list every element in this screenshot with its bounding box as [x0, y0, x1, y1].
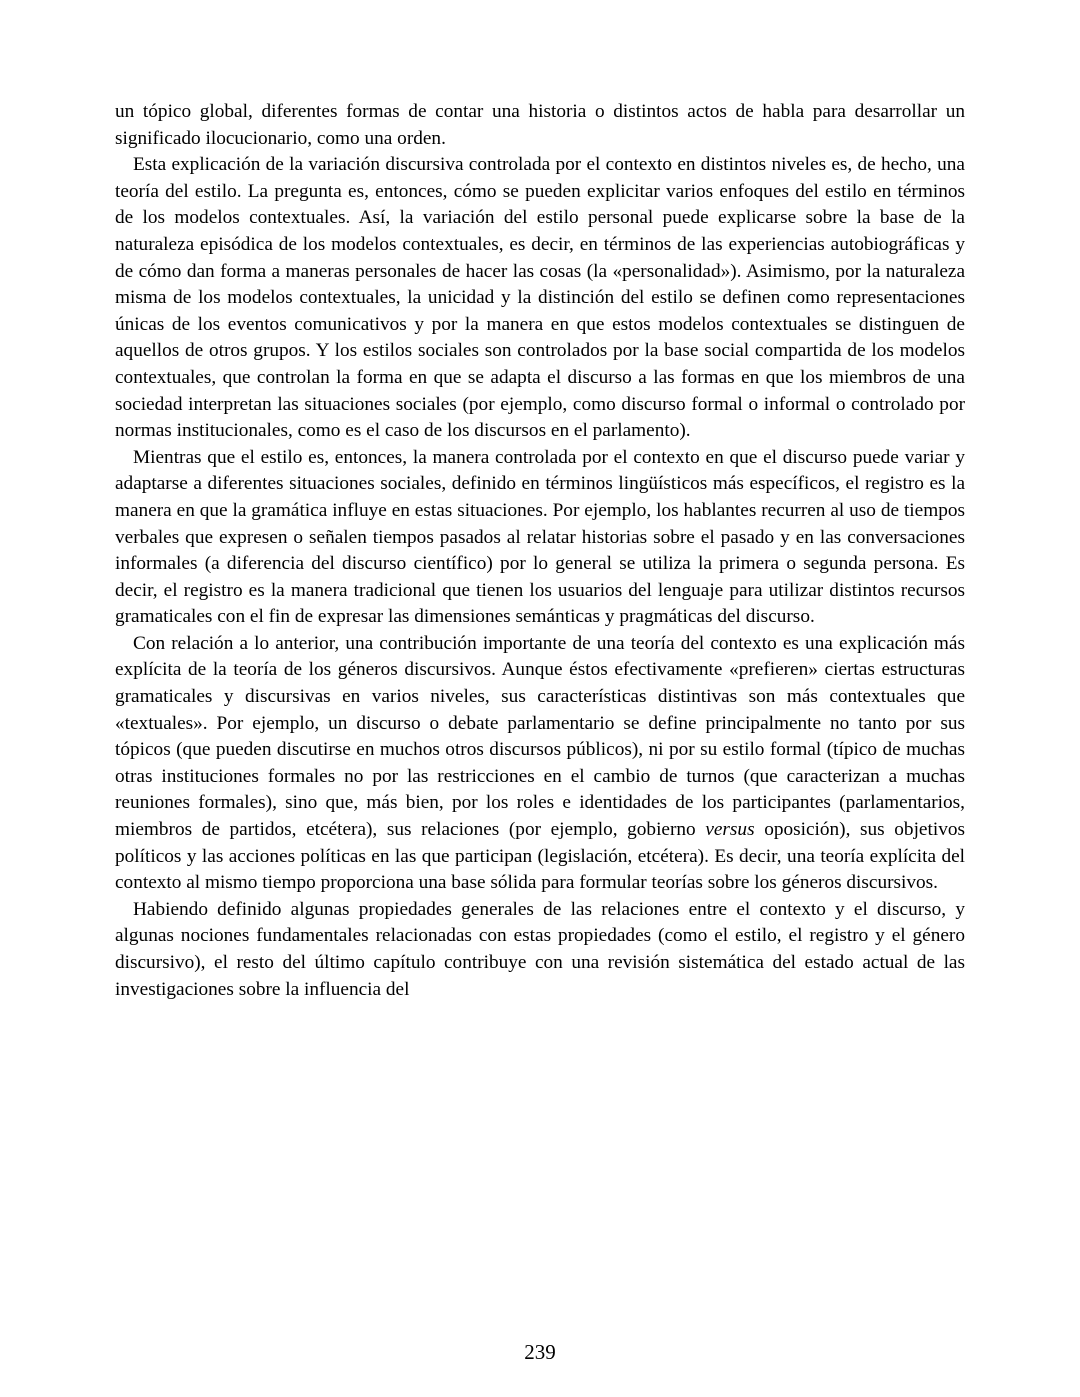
- page-number: 239: [524, 1340, 556, 1364]
- paragraph-continuation: un tópico global, diferentes formas de contar una historia o distintos actos de habla para desarrollar un significado ilocucionario, como una orden.: [115, 101, 965, 149]
- paragraph-estilo-variacion: Esta explicación de la variación discursiva controlada por el contexto en distintos niveles es, de hecho, una teoría del estilo. La pregunta es, entonces, cómo se pueden explicitar varios enfoques del estilo en términos de los modelos contextuales. Así, la variación del estilo personal puede explicarse sobre la base de la naturaleza episódica de los modelos contextuales, es decir, en términos de las experiencias autobiográficas y de cómo dan forma a maneras personales de hacer las cosas (la «personalidad»). Asimismo, por la naturaleza misma de los modelos contextuales, la unicidad y la distinción del estilo se definen como representaciones únicas de los eventos comunicativos y por la manera en que estos modelos contextuales se distinguen de aquellos de otros grupos. Y los estilos sociales son controlados por la base social compartida de los modelos contextuales, que controlan la forma en que se adapta el discurso a las formas en que los miembros de una sociedad interpretan las situaciones sociales (por ejemplo, como discurso formal o informal o controlado por normas institucionales, como es el caso de los discursos en el parlamento).: [115, 154, 965, 442]
- body-text-block: [115, 99, 965, 1003]
- paragraph-conclusion: Habiendo definido algunas propiedades generales de las relaciones entre el contexto y el discurso, y algunas nociones fundamentales relacionadas con estas propiedades (como el estilo, el registro y el género discursivo), el resto del último capítulo contribuye con una revisión sistemática del estado actual de las investigaciones sobre la influencia del: [115, 898, 965, 1000]
- paragraph-generos-discursivos: Con relación a lo anterior, una contribución importante de una teoría del contexto es una explicación más explícita de la teoría de los géneros discursivos. Aunque éstos efectivamente «prefieren» ciertas estructuras gramaticales y discursivas en varios niveles, sus características distintivas son más contextuales que «textuales». Por ejemplo, un discurso o debate parlamentario se define principalmente no tanto por sus tópicos (que pueden discutirse en muchos otros discursos públicos), ni por su estilo formal (típico de muchas otras instituciones formales no por las restricciones en el cambio de turnos (que caracterizan a muchas reuniones formales), sino que, más bien, por los roles e identidades de los participantes (parlamentarios, miembros de partidos, etcétera), sus relaciones (por ejemplo, gobierno versus oposición), sus objetivos políticos y las acciones políticas en las que participan (legislación, etcétera). Es decir, una teoría explícita del contexto al mismo tiempo proporciona una base sólida para formular teorías sobre los géneros discursivos.: [115, 632, 965, 894]
- paragraph-registro: Mientras que el estilo es, entonces, la manera controlada por el contexto en que el discurso puede variar y adaptarse a diferentes situaciones sociales, definido en términos lingüísticos más específicos, el registro es la manera en que la gramática influye en estas situaciones. Por ejemplo, los hablantes recurren al uso de tiempos verbales que expresen o señalen tiempos pasados al relatar historias sobre el pasado y en las conversaciones informales (a diferencia del discurso científico) por lo general se utiliza la primera o segunda persona. Es decir, el registro es la manera tradicional que tienen los usuarios del lenguaje para utilizar distintos recursos gramaticales con el fin de expresar las dimensiones semánticas y pragmáticas del discurso.: [115, 446, 965, 628]
- italic-term: versus: [705, 819, 755, 841]
